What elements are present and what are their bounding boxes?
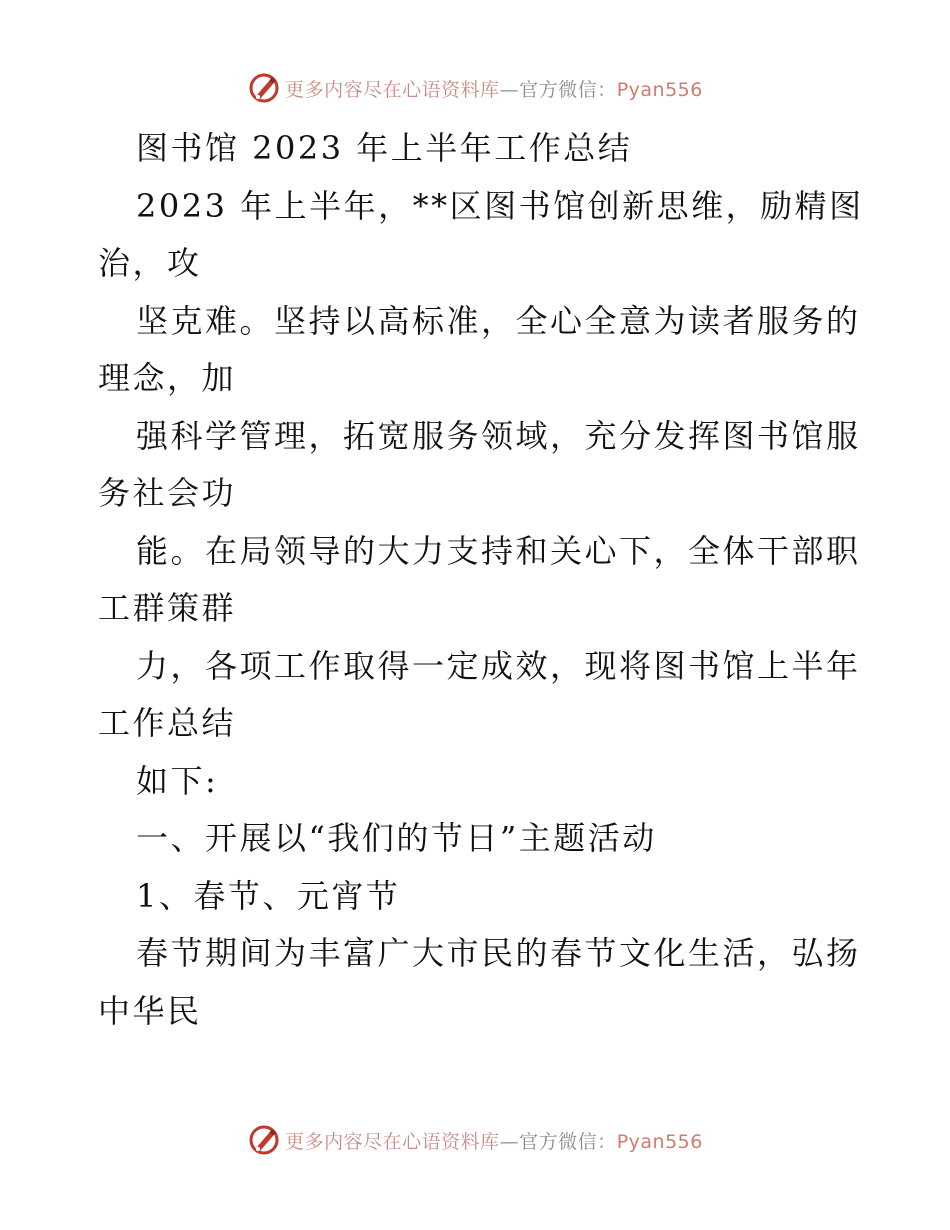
banner-text (285, 75, 703, 102)
banner-wechat-label: 官方微信： (519, 1130, 617, 1153)
pen-seal-logo-icon (247, 71, 281, 105)
paragraph-line: 理念，加 (98, 359, 237, 397)
banner-separator: — (499, 78, 520, 101)
paragraph-line: 工作总结 (98, 704, 237, 742)
paragraph-line: 治，攻 (98, 244, 202, 282)
footer-banner (0, 1122, 950, 1158)
paragraph-line: 力，各项工作取得一定成效，现将图书馆上半年 (136, 646, 861, 685)
paragraph-line: 2023 年上半年，**区图书馆创新思维，励精图 (136, 186, 864, 225)
banner-wechat-id: Pyan556 (616, 1130, 703, 1153)
paragraph-line: 能。在局领导的大力支持和关心下，全体干部职 (136, 531, 861, 570)
document-title: 图书馆 2023 年上半年工作总结 (136, 129, 633, 167)
paragraph-line: 春节期间为丰富广大市民的春节文化生活，弘扬 (136, 934, 861, 972)
paragraph-line: 如下: (136, 761, 219, 800)
banner-text (285, 1127, 703, 1154)
banner-main-text: 更多内容尽在心语资料库 (285, 78, 500, 101)
document-body (98, 120, 864, 1040)
pen-seal-logo-icon (247, 1123, 281, 1157)
banner-separator: — (499, 1130, 520, 1153)
banner-wechat-label: 官方微信： (519, 78, 617, 101)
paragraph-line: 工群策群 (98, 589, 237, 627)
header-banner (0, 70, 950, 106)
paragraph-line: 强科学管理，拓宽服务领域，充分发挥图书馆服 (136, 416, 861, 455)
section-heading: 一、开展以“我们的节日”主题活动 (136, 819, 657, 857)
paragraph-line: 坚克难。坚持以高标准，全心全意为读者服务的 (136, 301, 861, 340)
paragraph-line: 务社会功 (98, 474, 237, 512)
banner-main-text: 更多内容尽在心语资料库 (285, 1130, 500, 1153)
subsection-heading: 1、春节、元宵节 (136, 876, 401, 915)
paragraph-line: 中华民 (98, 991, 202, 1030)
banner-wechat-id: Pyan556 (616, 78, 703, 101)
